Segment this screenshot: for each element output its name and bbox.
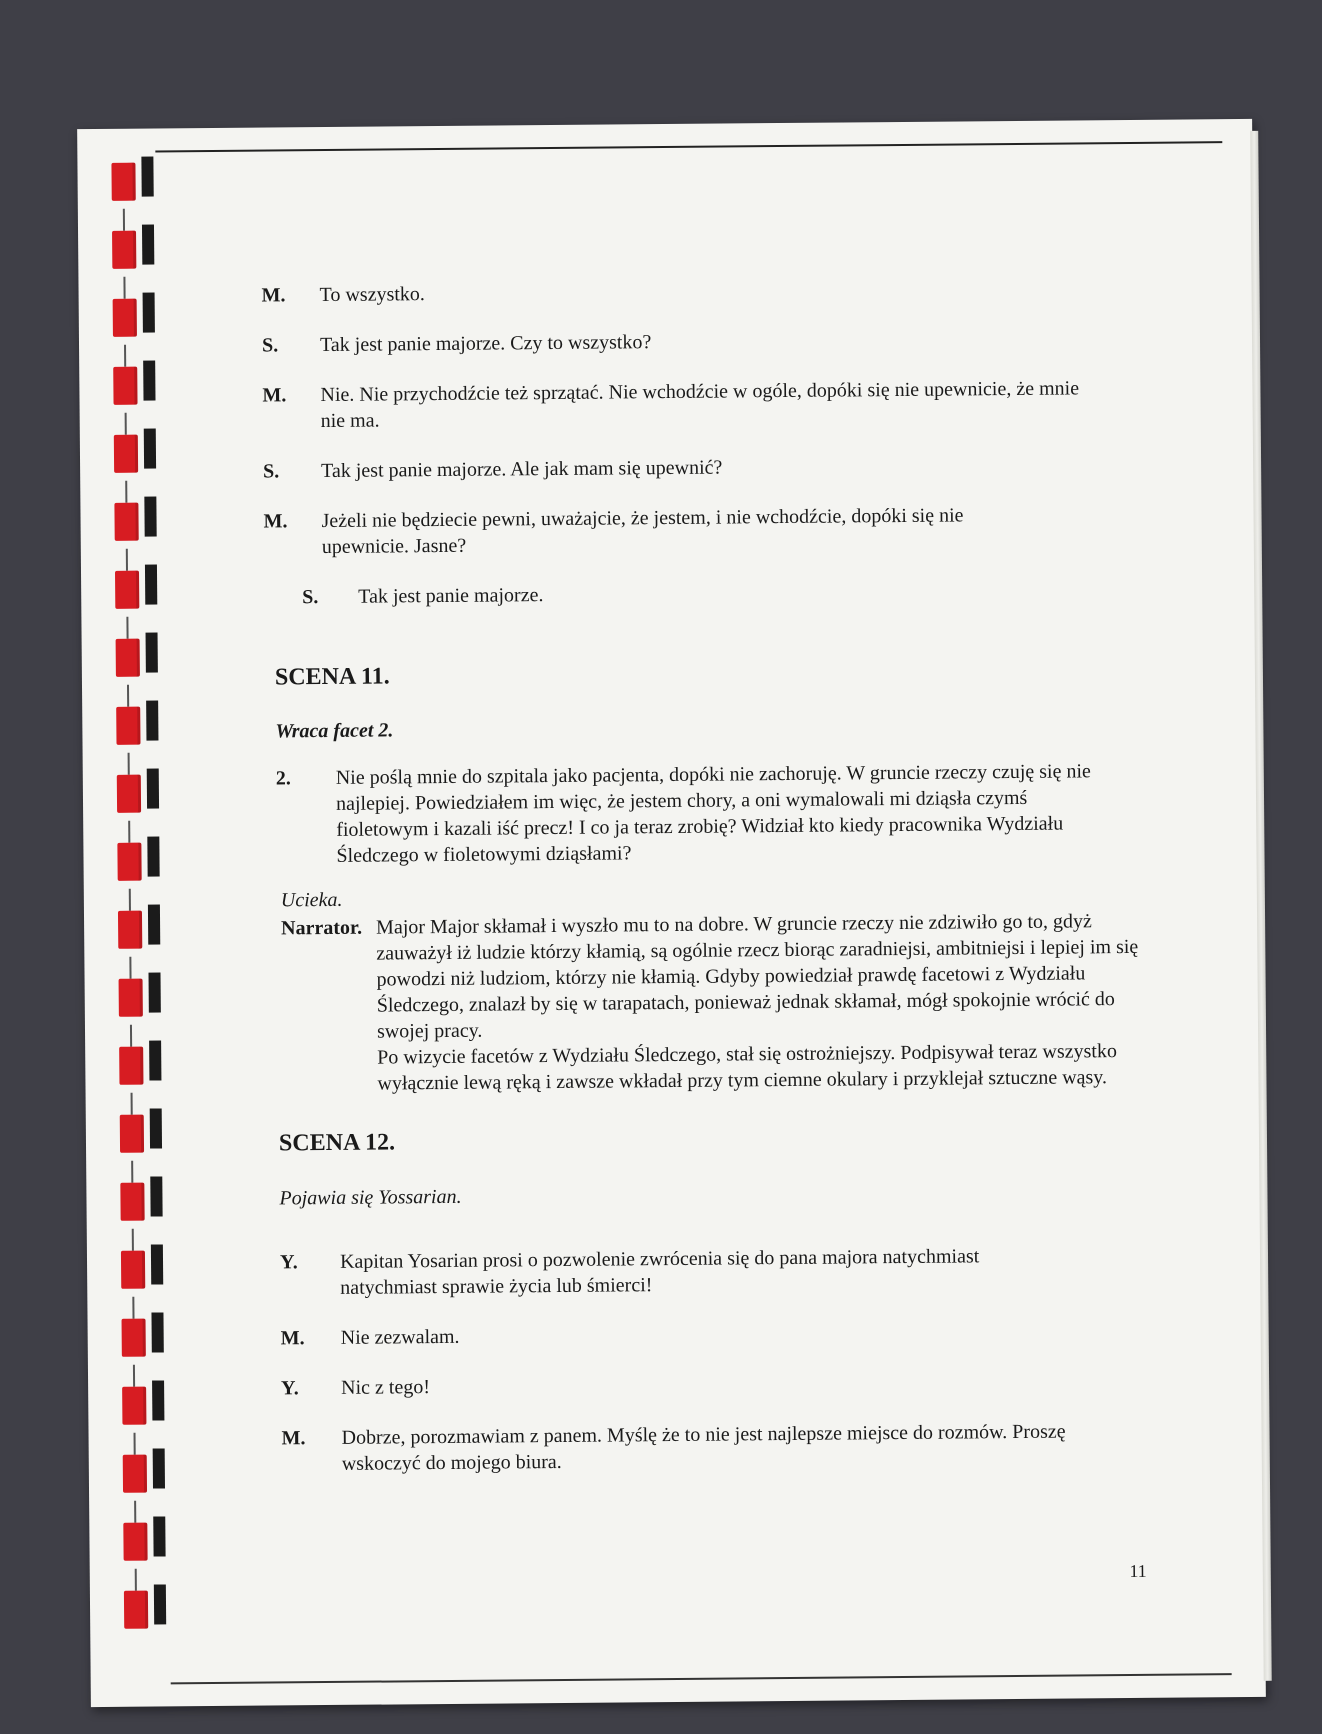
speaker-label: 2. (275, 767, 291, 790)
speaker-label: M. (261, 284, 286, 307)
dialogue-line: Nic z tego! (341, 1376, 431, 1399)
scene-title: SCENA 12. (278, 1129, 396, 1157)
dialogue-line: Tak jest panie majorze. Ale jak mam się upewnić? (321, 456, 723, 483)
dialogue-line: Nie poślą mnie do szpitala jako pacjenta, dopóki nie zachoruję. W gruncie rzeczy czuję się nie najlepiej. Powiedziałem im więc, że jestem chory, a oni wymalowali mi dziąsła czymś fioletowym i kazali iść precz! I co ja teraz zrobię? Widział kto kiedy pracownika Wydziału Śledczego w fioletowymi dziąsłami? (335, 760, 1091, 867)
dialogue-line: Dobrze, porozmawiam z panem. Myślę że to nie jest najlepsze miejsce do rozmów. Proszę wskoczyć do mojego biura. (341, 1420, 1066, 1475)
stage-direction: Wraca facet 2. (275, 719, 394, 743)
stage-direction: Ucieka. (280, 888, 343, 912)
dialogue-line: Nie zezwalam. (340, 1325, 460, 1349)
dialogue-line: Jeżeli nie będziecie pewni, uważajcie, że jestem, i nie wchodźcie, dopóki się nie upewnicie. Jasne? (321, 504, 964, 559)
document-page (77, 119, 1266, 1707)
speaker-label: S. (261, 334, 279, 357)
speaker-label: S. (302, 586, 319, 609)
narrator-text-line1 (376, 908, 1146, 1097)
page-number: 11 (1129, 1560, 1147, 1582)
speaker-label: S. (263, 460, 280, 483)
speaker-label: M. (280, 1327, 305, 1350)
dialogue-line: Kapitan Yosarian prosi o pozwolenie zwrócenia się do pana majora natychmiast natychmiast sprawie życia lub śmierci! (339, 1245, 980, 1299)
speaker-label: M. (262, 384, 287, 407)
page-content (77, 119, 1266, 1707)
speaker-label: Y. (281, 1377, 299, 1400)
narrator-label: Narrator. (281, 916, 363, 940)
dialogue-line: To wszystko. (319, 283, 425, 307)
narrator-text: Major Major skłamał i wyszło mu to na dobre. W gruncie rzeczy nie zdziwiło go to, gdyż zauważył iż ludzie którzy kłamią, są ogólnie rzecz biorąc zaradniejsi, ambitniejsi i lepiej im się powodzi niż ludziom, którzy nie kłamią. Gdyby powiedział prawdę facetowi z Wydziału Śledczego, znalazł by się w tarapatach, ponieważ jednak skłamał, mógł spokojnie wrócić do swojej pracy. (376, 910, 1139, 1043)
speaker-label: M. (281, 1427, 306, 1450)
speaker-label: M. (263, 510, 288, 533)
speaker-label: Y. (279, 1251, 298, 1274)
dialogue-line: Tak jest panie majorze. Czy to wszystko? (319, 331, 652, 357)
narrator-text-2: Po wizycie facetów z Wydziału Śledczego, stał się ostrożniejszy. Podpisywał teraz wszystko wyłącznie lewą ręką i zawsze wkładał przy tym ciemne okulary i przyklejał sztuczne wąsy. (377, 1040, 1118, 1095)
stage-direction: Pojawia się Yossarian. (279, 1185, 462, 1210)
dialogue-line: Nie. Nie przychodźcie też sprzątać. Nie wchodźcie w ogóle, dopóki się nie upewnicie, że mnie nie ma. (320, 377, 1080, 433)
dialogue-line: Tak jest panie majorze. (358, 584, 544, 608)
scene-title: SCENA 11. (274, 663, 390, 691)
